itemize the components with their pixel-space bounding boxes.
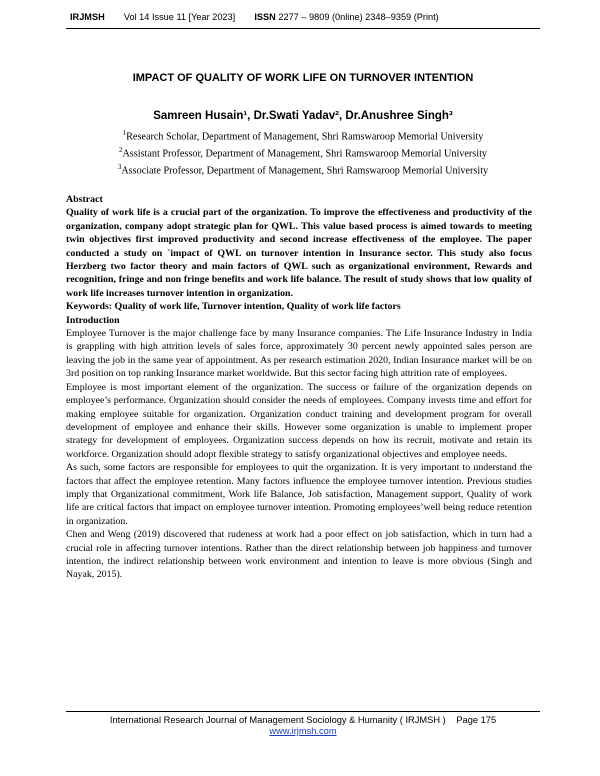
introduction-heading: Introduction (66, 314, 120, 326)
affiliation-text: Associate Professor, Department of Management, Shri Ramswaroop Memorial University (121, 165, 489, 177)
paragraph: Employee is most important element of the organization. The success or failure of the organization depends on employee’s performance. Organization should consider the needs of employees. Company invests time and effort for making employee suitable for organization. Organization conduct training and development program for overall development of employee and enhance their skills. However some organization is unable to implement proper strategy for development of employees. Organization success depends on how its recruit, motivate and retain its workforce. Organization should adopt flexible strategy to satisfy organizational objectives and employee needs. (66, 381, 532, 460)
paragraph: Employee Turnover is the major challenge face by many Insurance companies. The Life Insurance Industry in India is grappling with high attrition levels of sales force, approximately 30 percent newly appointed sales person are leaving the job in the same year of appointment. As per research estimation 2020, Indian Insurance market will be on 3rd position on top ranking Insurance market worldwide. But this sector facing high attrition rate of employees. (66, 328, 532, 380)
affiliation-text: Assistant Professor, Department of Management, Shri Ramswaroop Memorial University (122, 148, 488, 160)
keywords: Keywords: Quality of work life, Turnover intention, Quality of work life factors (66, 301, 401, 313)
affiliation-marker: 1 (122, 129, 127, 137)
affiliation-marker: 2 (118, 146, 123, 154)
footer-journal: International Research Journal of Management Sociology & Humanity ( IRJMSH ) (109, 715, 446, 725)
footer-rule (66, 711, 540, 712)
issn-label: ISSN (254, 12, 276, 22)
issn-value: 2277 – 9809 (0nline) 2348–9359 (Print) (278, 12, 439, 22)
abstract-heading: Abstract (66, 194, 103, 205)
volume-info: Vol 14 Issue 11 [Year 2023] (123, 12, 236, 22)
journal-abbr: IRJMSH (70, 12, 105, 22)
affiliation-text: Research Scholar, Department of Management, Shri Ramswaroop Memorial University (126, 131, 484, 143)
header-rule (66, 28, 540, 29)
page-footer (66, 715, 540, 736)
running-header (70, 12, 540, 22)
affiliation-marker: 3 (117, 163, 122, 171)
journal-link[interactable]: www.irjmsh.com (269, 726, 337, 736)
author-line: Samreen Husain¹, Dr.Swati Yadav², Dr.Anushree Singh³ (153, 110, 453, 122)
footer-page-number: Page 175 (456, 715, 497, 725)
affiliation-1 (66, 129, 540, 142)
paragraph: Chen and Weng (2019) discovered that rudeness at work had a poor effect on job satisfaction, which in turn had a crucial role in affecting turnover intentions. Rather than the direct relationship between job happiness and turnover intention, the indirect relationship between work environment and intention to leave is more obvious (Singh and Nayak, 2015). (66, 529, 532, 581)
body-text (66, 193, 532, 582)
paper-title: IMPACT OF QUALITY OF WORK LIFE ON TURNOVER INTENTION (132, 72, 474, 84)
affiliation-3 (66, 163, 540, 176)
paragraph: As such, some factors are responsible for employees to quit the organization. It is very important to understand the factors that affect the employee retention. Many factors influence the employee turnover intention. Previous studies imply that Organizational commitment, Work life Balance, Job satisfaction, Management support, Quality of work life are critical factors that impact on employee turnover intention. Promoting employees’well being reduce retention in organization. (66, 462, 532, 527)
affiliation-2 (66, 146, 540, 159)
abstract-text: Quality of work life is a crucial part of the organization. To improve the effectiveness and productivity of the organization, company adopt strategic plan for QWL. This value based process is aimed towards to meeting twin objectives first improved productivity and second increase effectiveness of the employee. The paper conducted a study on `impact of QWL on turnover intention in Insurance sector. This study also focus Herzberg two factor theory and main factors of QWL such as organizational environment, Rewards and recognition, fringe and non fringe benefits and work life balance. The result of study shows that low quality of work life increases turnover intention in organization. (66, 207, 532, 299)
